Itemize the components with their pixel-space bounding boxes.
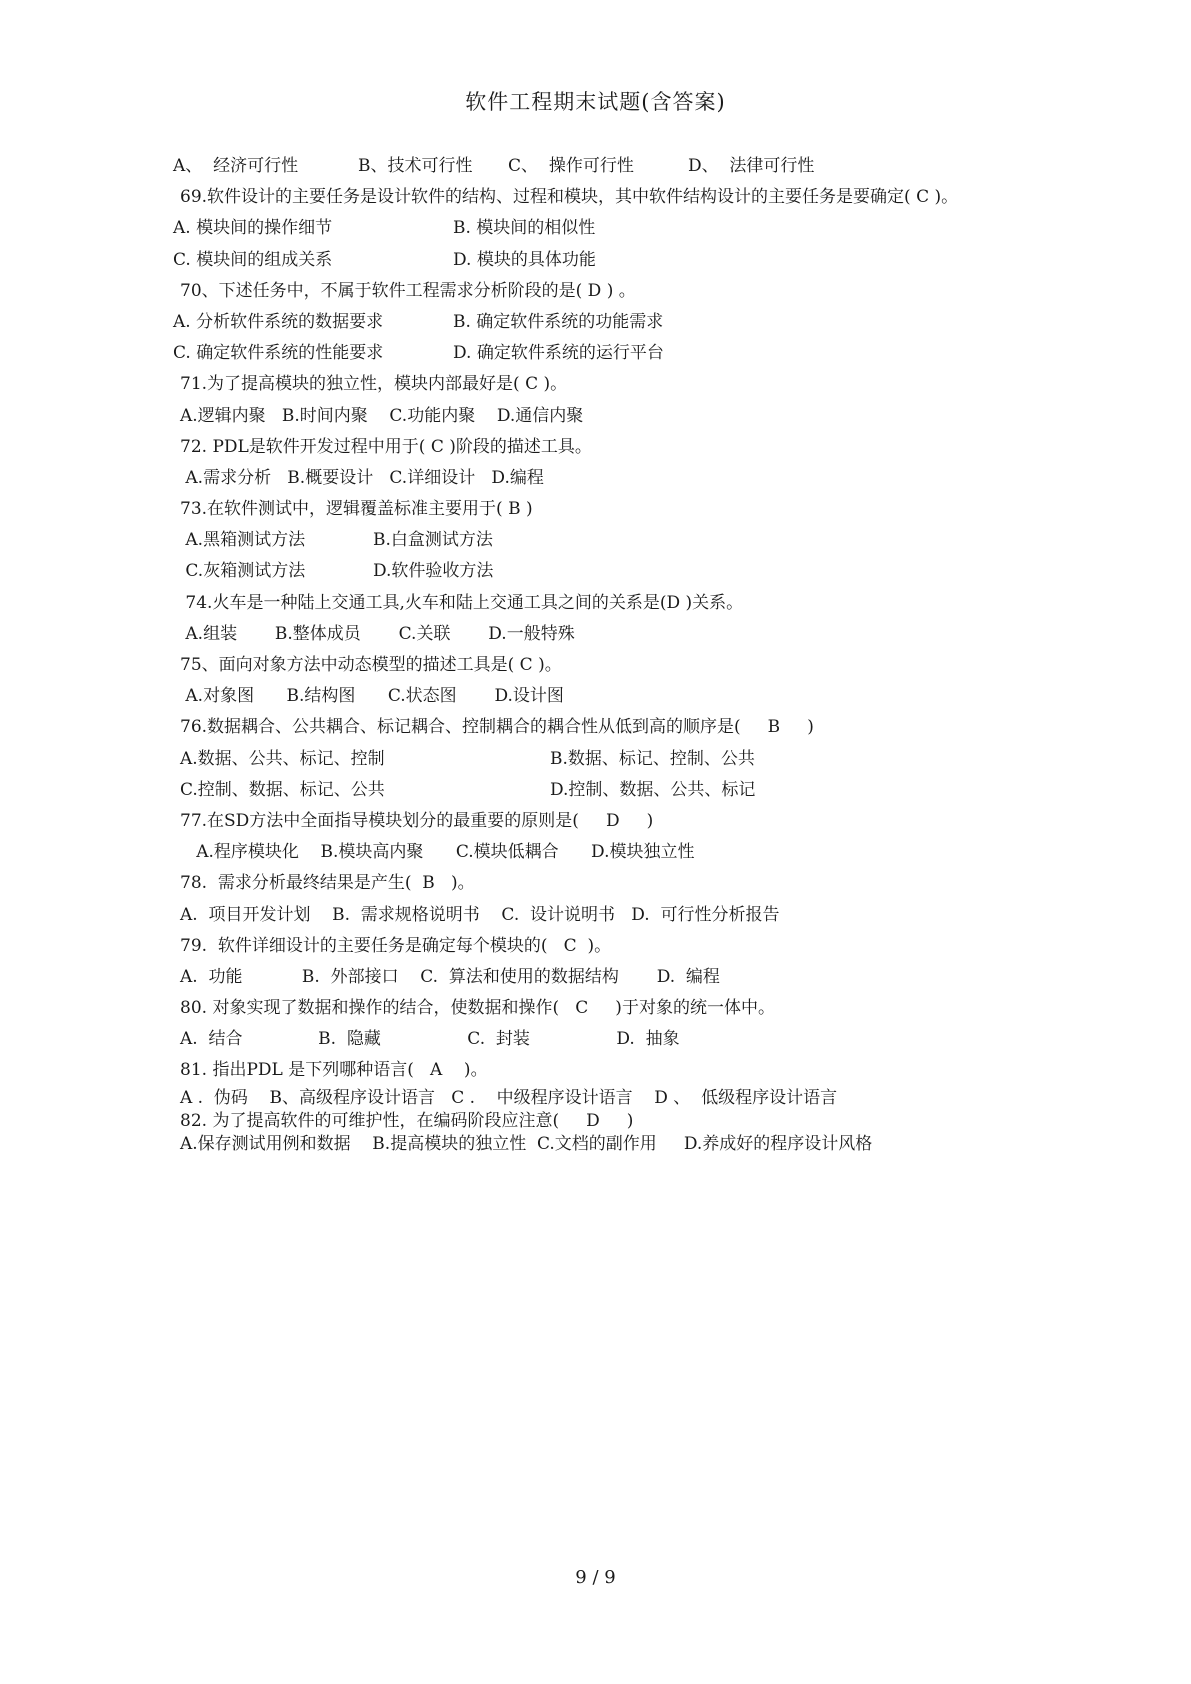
option-line: [173, 213, 1080, 244]
question-80: 80. 对象实现了数据和操作的结合，使数据和操作( C )于对象的统一体中。: [180, 998, 775, 1019]
option-line: [173, 151, 1080, 182]
question-82: 82. 为了提高软件的可维护性，在编码阶段应注意( D ): [180, 1110, 634, 1131]
option-b: B. 模块间的相似性: [453, 218, 596, 239]
option-a: A. 分析软件系统的数据要求: [173, 311, 384, 332]
option-b: B.数据、标记、控制、公共: [550, 748, 755, 769]
option-line: [180, 775, 1080, 806]
page-number: 9 / 9: [575, 1567, 616, 1588]
option-a: A、 经济可行性: [173, 156, 299, 176]
option-line: A. 项目开发计划 B. 需求规格说明书 C. 设计说明书 D. 可行性分析报告: [180, 904, 780, 925]
question-77: 77.在SD方法中全面指导模块划分的最重要的原则是( D ): [180, 810, 654, 831]
option-line: [173, 307, 1080, 338]
option-a: A. 模块间的操作细节: [173, 218, 333, 239]
question-76: 76.数据耦合、公共耦合、标记耦合、控制耦合的耦合性从低到高的顺序是( B ): [180, 717, 814, 738]
option-line: [180, 525, 1080, 556]
option-line: [173, 245, 1080, 276]
exam-questions: [173, 151, 1080, 1156]
option-b: B. 确定软件系统的功能需求: [453, 311, 664, 332]
question-69: 69.软件设计的主要任务是设计软件的结构、过程和模块，其中软件结构设计的主要任务是要确定( C )。: [180, 187, 959, 208]
option-d: D.软件验收方法: [373, 561, 494, 582]
option-d: D.控制、数据、公共、标记: [550, 779, 756, 800]
question-75: 75、面向对象方法中动态模型的描述工具是( C )。: [180, 655, 562, 675]
question-78: 78. 需求分析最终结果是产生( B )。: [180, 873, 475, 894]
question-71: 71.为了提高模块的独立性，模块内部最好是( C )。: [180, 374, 568, 395]
option-c: C.控制、数据、标记、公共: [180, 779, 385, 800]
option-a: A.黑箱测试方法: [180, 530, 306, 551]
option-d: D、 法律可行性: [688, 156, 815, 176]
option-line: A. 结合 B. 隐藏 C. 封装 D. 抽象: [180, 1029, 680, 1050]
document-title: 软件工程期末试题(含答案): [465, 90, 726, 114]
option-b: B.白盒测试方法: [373, 530, 493, 551]
option-c: C、 操作可行性: [508, 156, 634, 176]
option-line: A. 功能 B. 外部接口 C. 算法和使用的数据结构 D. 编程: [180, 966, 720, 987]
option-line: [180, 556, 1080, 587]
question-73: 73.在软件测试中，逻辑覆盖标准主要用于( B ): [180, 499, 533, 520]
option-c: C. 确定软件系统的性能要求: [173, 343, 384, 364]
option-line: A . 伪码 B、高级程序设计语言 C . 中级程序设计语言 D 、 低级程序设计语言: [180, 1087, 838, 1108]
question-74: 74.火车是一种陆上交通工具,火车和陆上交通工具之间的关系是(D )关系。: [180, 592, 744, 613]
option-line: A.需求分析 B.概要设计 C.详细设计 D.编程: [180, 467, 544, 488]
option-line: A.程序模块化 B.模块高内聚 C.模块低耦合 D.模块独立性: [180, 842, 695, 863]
option-a: A.数据、公共、标记、控制: [180, 748, 385, 769]
question-70: 70、下述任务中，不属于软件工程需求分析阶段的是( D ) 。: [180, 280, 636, 301]
option-d: D. 模块的具体功能: [453, 249, 596, 270]
option-line: A.保存测试用例和数据 B.提高模块的独立性 C.文档的副作用 D.养成好的程序设计风格: [180, 1133, 873, 1154]
option-c: C. 模块间的组成关系: [173, 249, 333, 270]
option-line: [173, 338, 1080, 369]
option-c: C.灰箱测试方法: [180, 561, 306, 582]
option-line: A.组装 B.整体成员 C.关联 D.一般特殊: [180, 623, 575, 644]
question-79: 79. 软件详细设计的主要任务是确定每个模块的( C )。: [180, 935, 612, 956]
question-81: 81. 指出PDL 是下列哪种语言( A )。: [180, 1060, 488, 1081]
option-line: A.逻辑内聚 B.时间内聚 C.功能内聚 D.通信内聚: [180, 405, 584, 426]
option-b: B、技术可行性: [358, 156, 473, 176]
option-line: [180, 744, 1080, 775]
option-line: A.对象图 B.结构图 C.状态图 D.设计图: [180, 686, 564, 707]
question-72: 72. PDL是软件开发过程中用于( C )阶段的描述工具。: [180, 436, 592, 457]
option-d: D. 确定软件系统的运行平台: [453, 343, 664, 364]
